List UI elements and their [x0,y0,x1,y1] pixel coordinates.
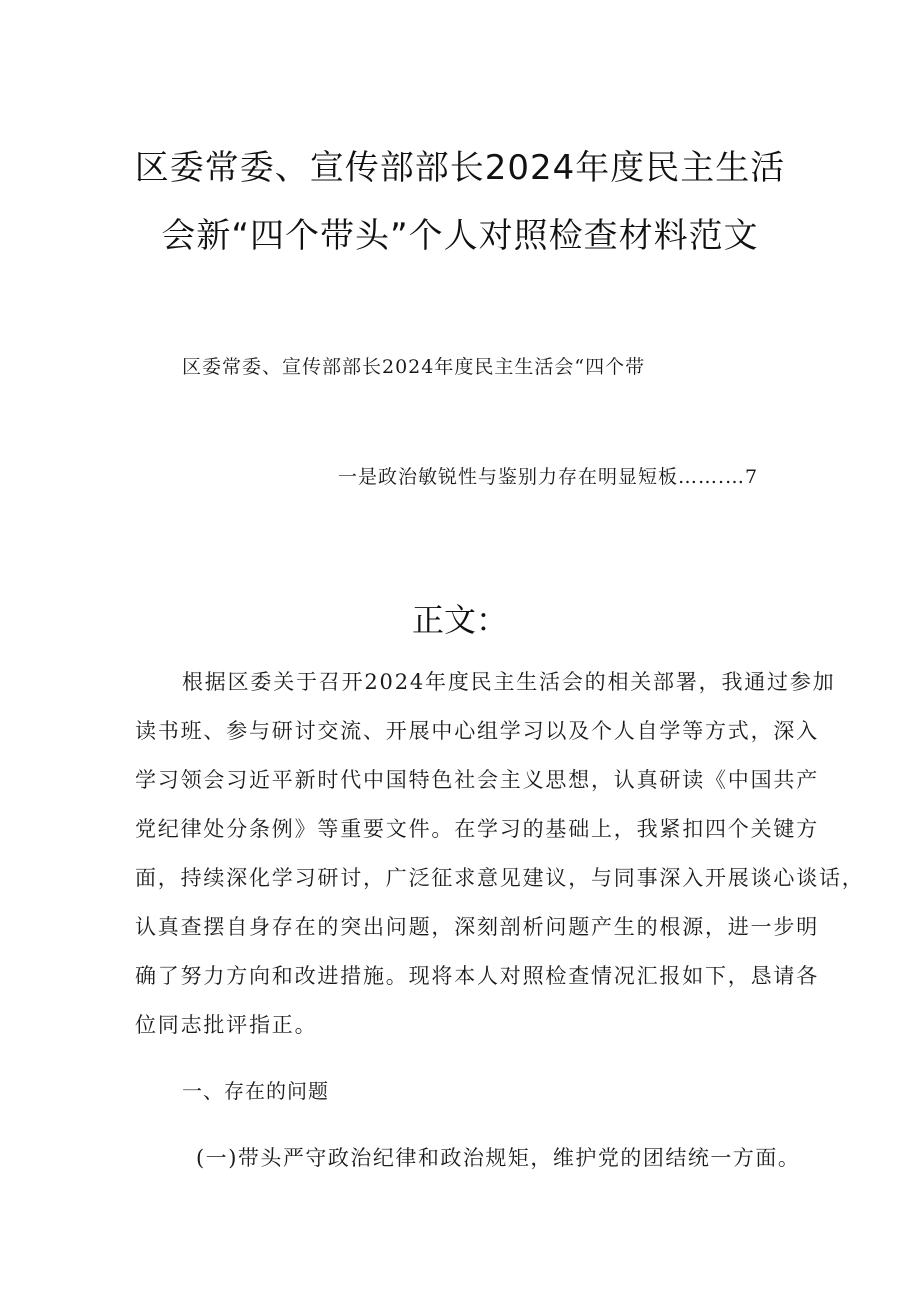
document-title-line-1: 区委常委、宣传部部长2024年度民主生活 [134,148,786,188]
section-heading-problems: 一、存在的问题 [182,1079,329,1103]
section-heading-main: 正文： [411,601,508,639]
paragraph-line: 党纪律处分条例》等重要文件。在学习的基础上，我紧扣四个关键方 [135,817,819,841]
document-title-line-2: 会新“四个带头”个人对照检查材料范文 [161,216,759,256]
subsection-heading-1: (一)带头严守政治纪律和政治规矩，维护党的团结统一方面。 [196,1146,801,1170]
toc-entry-2[interactable]: 一是政治敏锐性与鉴别力存在明显短板…….…7 [338,466,759,488]
paragraph-line: 面，持续深化学习研讨，广泛征求意见建议，与同事深入开展谈心谈话， [135,866,865,890]
paragraph-line: 认真查摆自身存在的突出问题，深刻剖析问题产生的根源，进一步明 [135,915,819,939]
paragraph-line: 根据区委关于召开2024年度民主生活会的相关部署，我通过参加 [182,670,836,694]
paragraph-line: 学习领会习近平新时代中国特色社会主义思想，认真研读《中国共产 [135,768,819,792]
toc-entry-1[interactable]: 区委常委、宣传部部长2024年度民主生活会“四个带 [182,356,646,378]
paragraph-line: 位同志批评指正。 [135,1013,318,1037]
paragraph-line: 读书班、参与研讨交流、开展中心组学习以及个人自学等方式，深入 [135,719,819,743]
paragraph-line: 确了努力方向和改进措施。现将本人对照检查情况汇报如下，恳请各 [135,964,819,988]
